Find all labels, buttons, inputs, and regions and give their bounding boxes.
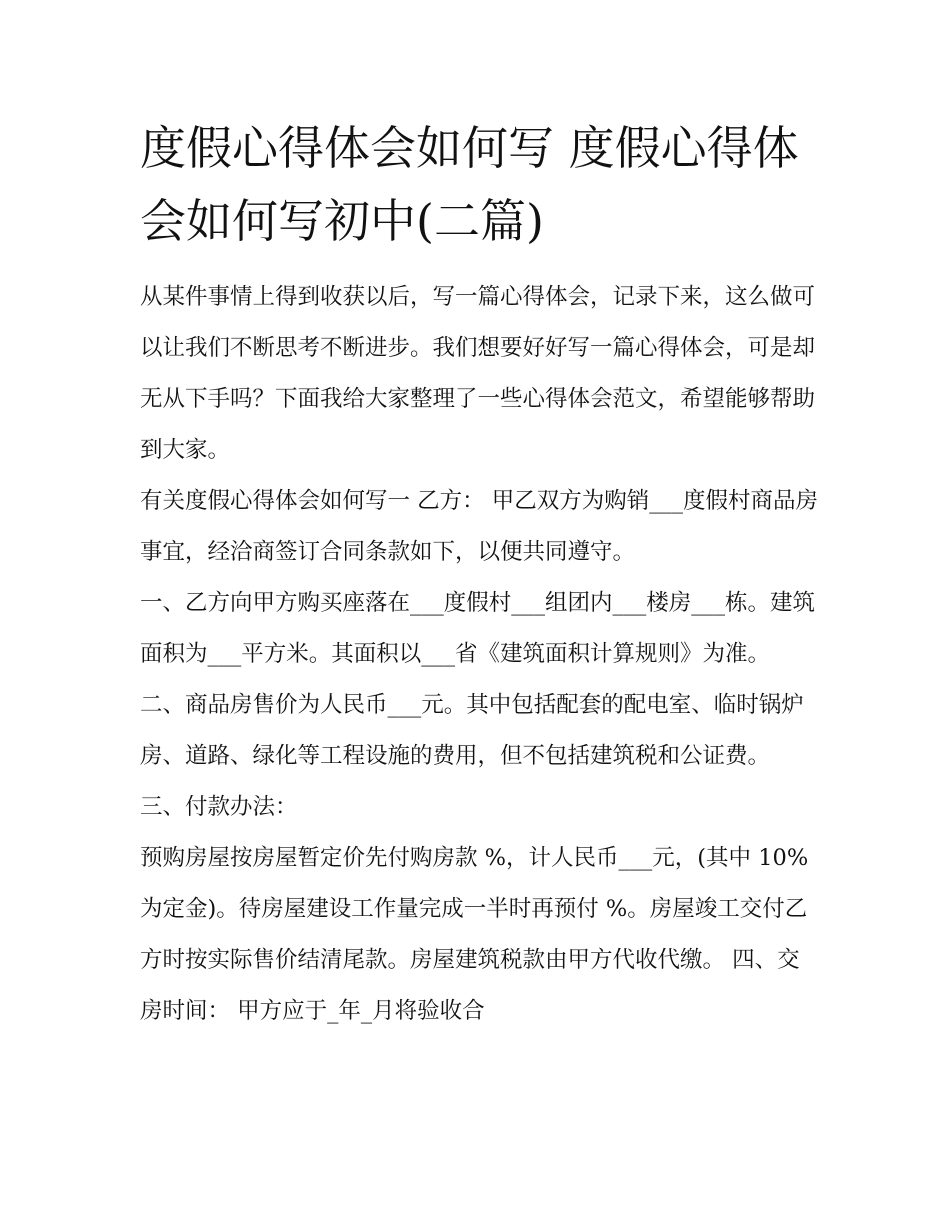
- paragraph-payment-terms: 预购房屋按房屋暂定价先付购房款 %，计人民币___元，(其中 10%为定金)。待房屋建设工作量完成一半时再预付 %。房屋竣工交付乙方时按实际售价结清尾款。房屋建筑税款由甲方代收代缴。 四、交房时间： 甲方应于_年_月将验收合: [140, 845, 809, 1024]
- paragraph-clause-two: 二、商品房售价为人民币___元。其中包括配套的配电室、临时锅炉房、道路、绿化等工程设施的费用，但不包括建筑税和公证费。 三、付款办法：: [140, 692, 804, 820]
- paragraph-clause-one: 一、乙方向甲方购买座落在___度假村___组团内___楼房___栋。建筑面积为___平方米。其面积以___省《建筑面积计算规则》为准。: [140, 590, 816, 667]
- paragraph-intro: 从某件事情上得到收获以后，写一篇心得体会，记录下来，这么做可以让我们不断思考不断进步。我们想要好好写一篇心得体会，可是却无从下手吗？下面我给大家整理了一些心得体会范文，希望能够帮助到大家。: [140, 284, 816, 463]
- document-body: [140, 112, 820, 1037]
- paragraph-section-one-heading: 有关度假心得体会如何写一 乙方： 甲乙双方为购销___度假村商品房事宜，经洽商签订合同条款如下，以便共同遵守。: [140, 488, 819, 565]
- document-title: 度假心得体会如何写 度假心得体会如何写初中(二篇): [140, 121, 799, 248]
